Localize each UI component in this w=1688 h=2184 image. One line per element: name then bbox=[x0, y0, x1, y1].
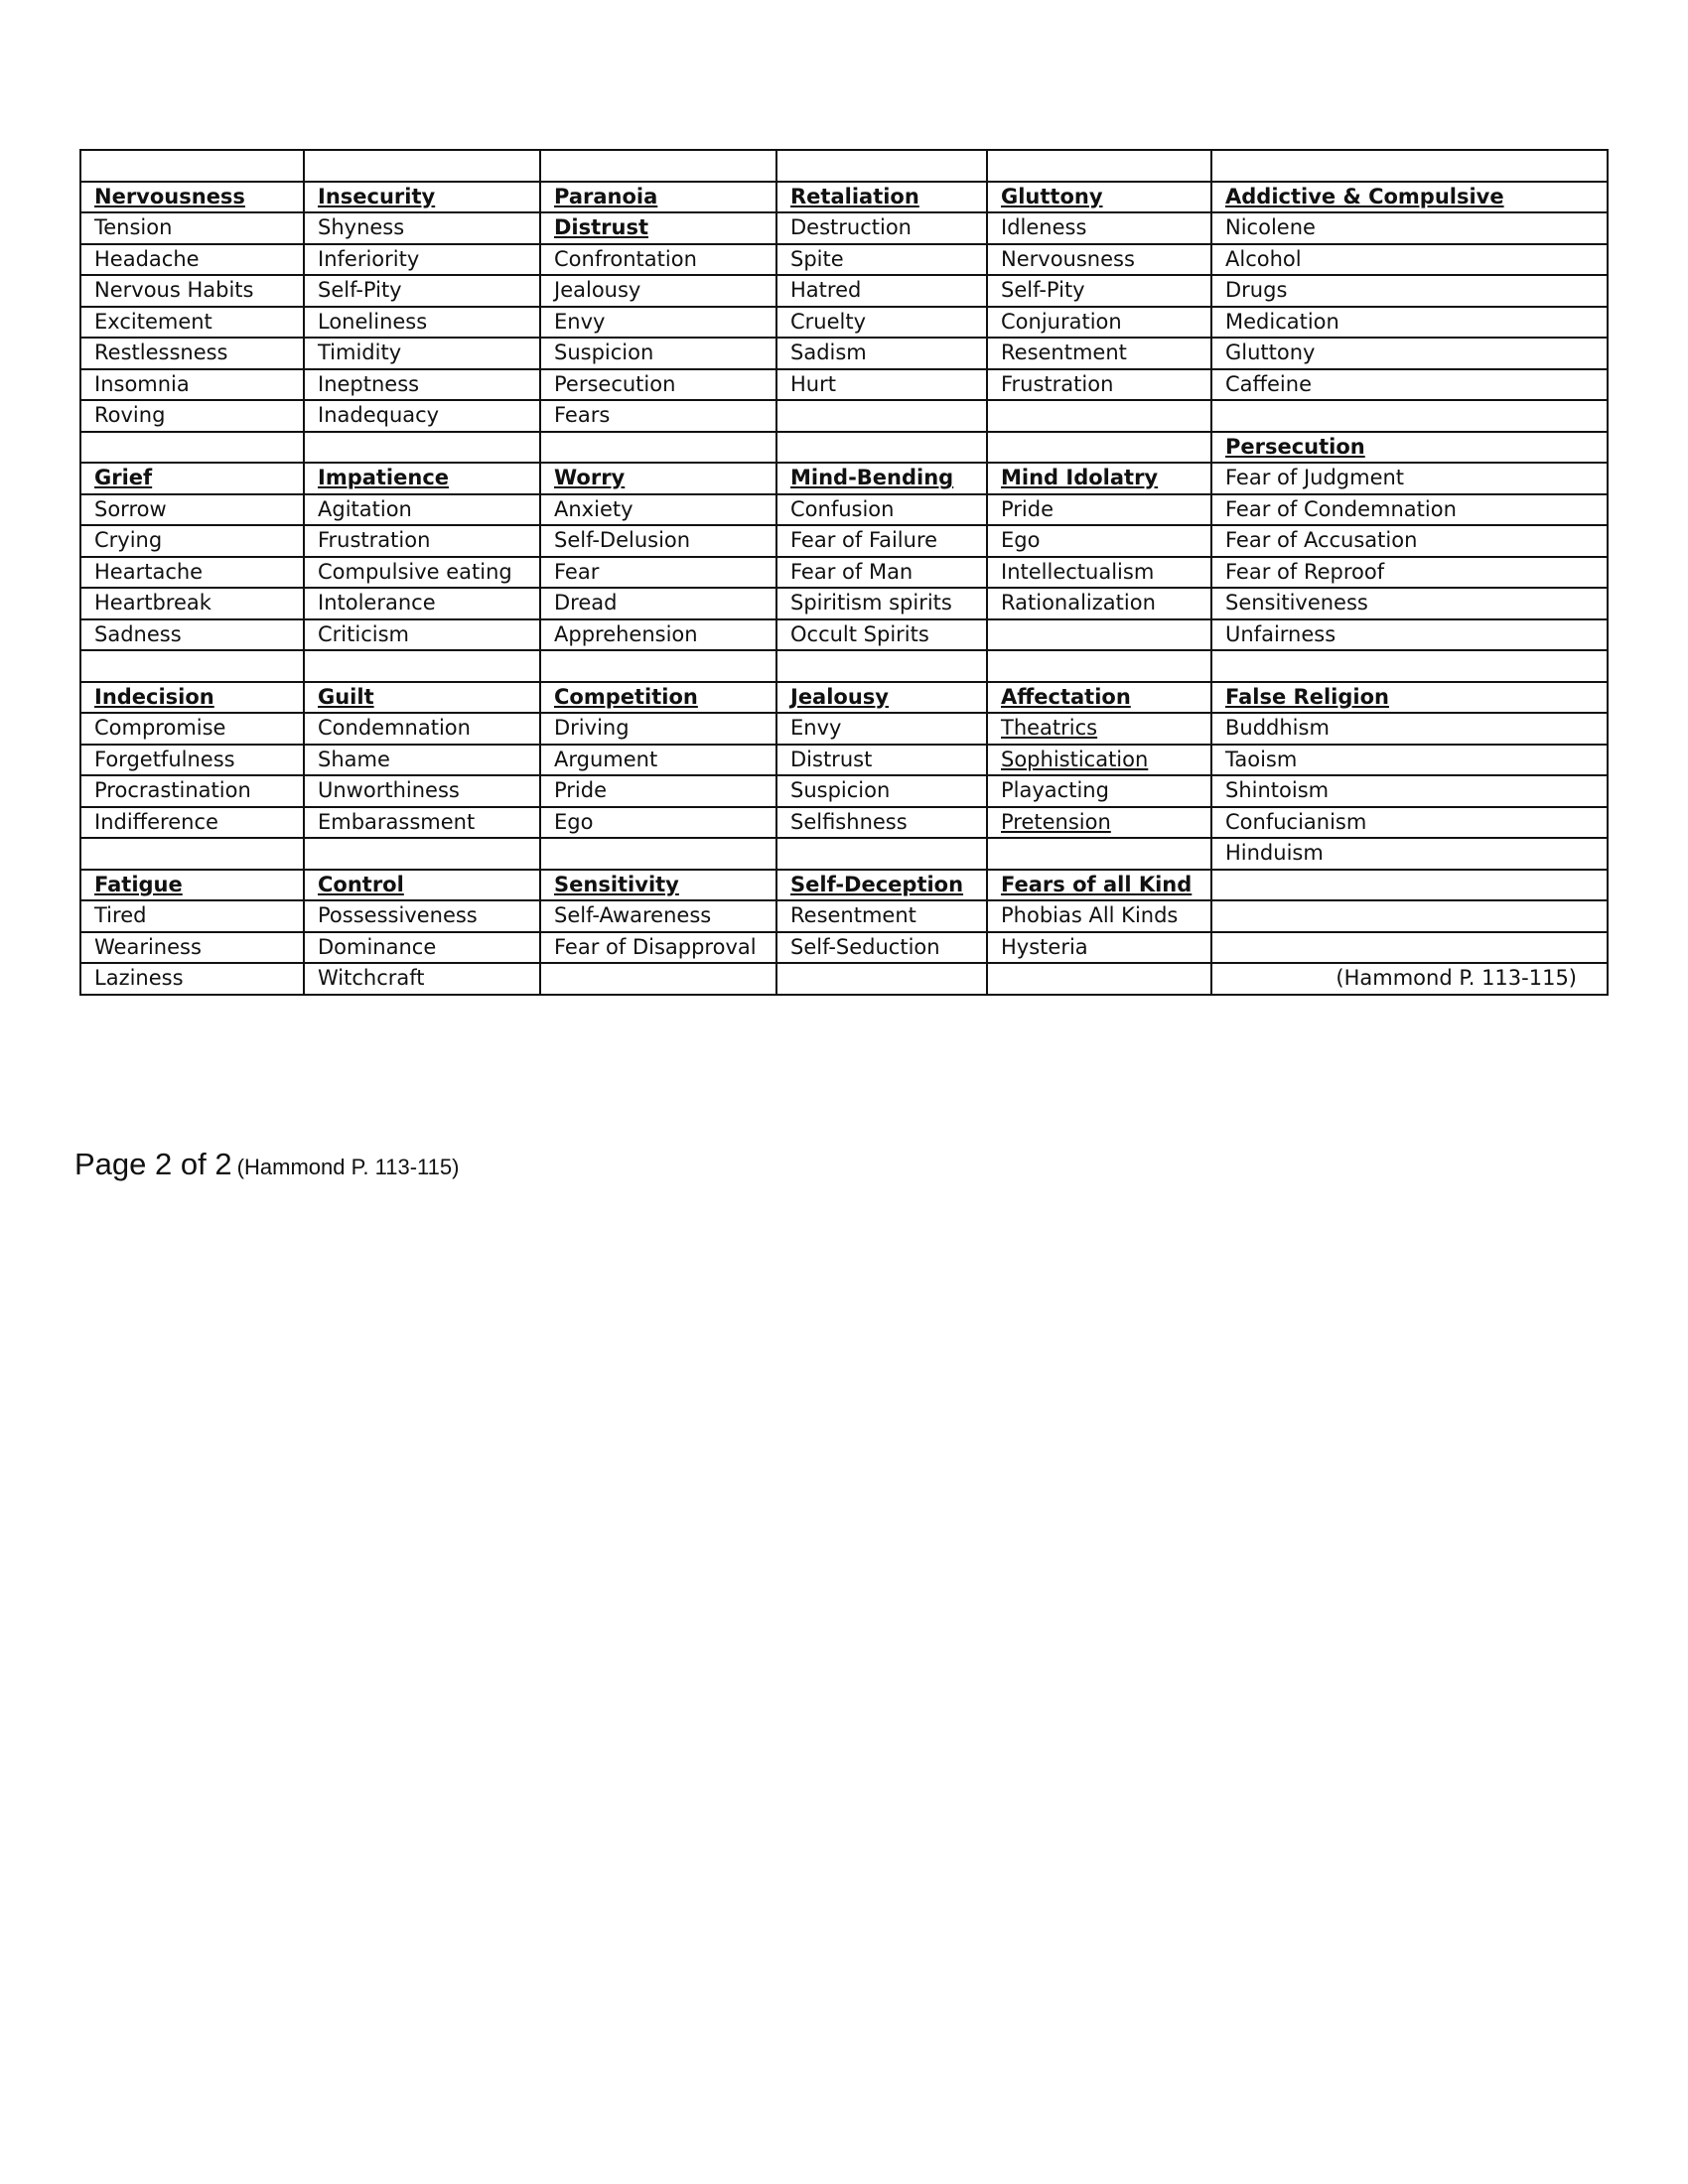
table-cell: Occult Spirits bbox=[776, 619, 987, 651]
table-cell: Ineptness bbox=[304, 369, 540, 401]
table-cell bbox=[80, 432, 304, 464]
table-cell: Hinduism bbox=[1211, 838, 1608, 870]
table-cell: Fear of Man bbox=[776, 557, 987, 589]
table-cell: Resentment bbox=[987, 338, 1211, 369]
table-cell: Cruelty bbox=[776, 307, 987, 339]
page-number: Page 2 of 2 bbox=[74, 1147, 232, 1181]
category-heading-cell: False Religion bbox=[1211, 682, 1608, 714]
footer-citation: (Hammond P. 113-115) bbox=[236, 1155, 460, 1179]
table-cell: Shyness bbox=[304, 212, 540, 244]
table-cell: Self-Pity bbox=[304, 275, 540, 307]
table-cell: Hysteria bbox=[987, 932, 1211, 964]
table-cell: Nicolene bbox=[1211, 212, 1608, 244]
table-cell bbox=[776, 838, 987, 870]
table-row bbox=[80, 807, 1608, 839]
table-cell bbox=[304, 650, 540, 682]
table-cell bbox=[1211, 870, 1608, 901]
table-cell: Roving bbox=[80, 400, 304, 432]
table-cell: Frustration bbox=[304, 525, 540, 557]
table-row bbox=[80, 745, 1608, 776]
table-row bbox=[80, 369, 1608, 401]
table-cell: Ego bbox=[987, 525, 1211, 557]
category-heading-cell: Control bbox=[304, 870, 540, 901]
table-cell: Insomnia bbox=[80, 369, 304, 401]
table-cell: Compulsive eating bbox=[304, 557, 540, 589]
table-cell bbox=[987, 400, 1211, 432]
table-cell: Criticism bbox=[304, 619, 540, 651]
table-cell: Inadequacy bbox=[304, 400, 540, 432]
table-cell: Pride bbox=[540, 775, 776, 807]
table-row bbox=[80, 400, 1608, 432]
category-heading-cell: Insecurity bbox=[304, 182, 540, 213]
table-cell bbox=[1211, 150, 1608, 182]
table-cell: Headache bbox=[80, 244, 304, 276]
table-cell: Envy bbox=[540, 307, 776, 339]
table-cell: Fear of Condemnation bbox=[1211, 494, 1608, 526]
category-heading-cell: Fatigue bbox=[80, 870, 304, 901]
table-row bbox=[80, 557, 1608, 589]
table-cell: Theatrics bbox=[987, 713, 1211, 745]
table-cell: Alcohol bbox=[1211, 244, 1608, 276]
table-cell: Self-Delusion bbox=[540, 525, 776, 557]
table-cell: Gluttony bbox=[1211, 338, 1608, 369]
table-cell: Fears bbox=[540, 400, 776, 432]
table-cell bbox=[776, 150, 987, 182]
table-cell bbox=[80, 650, 304, 682]
category-heading-cell: Sensitivity bbox=[540, 870, 776, 901]
table-row bbox=[80, 275, 1608, 307]
table-cell bbox=[987, 432, 1211, 464]
table-cell: Medication bbox=[1211, 307, 1608, 339]
table-cell bbox=[987, 650, 1211, 682]
table-cell: Self-Pity bbox=[987, 275, 1211, 307]
table-cell: Confucianism bbox=[1211, 807, 1608, 839]
table-row bbox=[80, 932, 1608, 964]
table-cell: Confrontation bbox=[540, 244, 776, 276]
table-row bbox=[80, 150, 1608, 182]
table-cell: Envy bbox=[776, 713, 987, 745]
table-cell: Argument bbox=[540, 745, 776, 776]
table-row bbox=[80, 619, 1608, 651]
table-cell bbox=[1211, 932, 1608, 964]
table-row bbox=[80, 244, 1608, 276]
table-row bbox=[80, 650, 1608, 682]
table-row bbox=[80, 963, 1608, 995]
table-cell: Dominance bbox=[304, 932, 540, 964]
table-cell: Heartache bbox=[80, 557, 304, 589]
category-heading-cell: Competition bbox=[540, 682, 776, 714]
table-row bbox=[80, 682, 1608, 714]
table-cell: Shame bbox=[304, 745, 540, 776]
table-cell: Shintoism bbox=[1211, 775, 1608, 807]
category-heading-cell: Fears of all Kind bbox=[987, 870, 1211, 901]
table-row bbox=[80, 463, 1608, 494]
table-row bbox=[80, 338, 1608, 369]
category-heading-cell: Grief bbox=[80, 463, 304, 494]
table-cell: Tension bbox=[80, 212, 304, 244]
table-cell: Apprehension bbox=[540, 619, 776, 651]
category-heading-cell: Affectation bbox=[987, 682, 1211, 714]
table-row bbox=[80, 212, 1608, 244]
category-heading-cell: Impatience bbox=[304, 463, 540, 494]
table-cell: Inferiority bbox=[304, 244, 540, 276]
page-footer bbox=[74, 1147, 459, 1182]
table-cell: Heartbreak bbox=[80, 588, 304, 619]
table-cell: Intolerance bbox=[304, 588, 540, 619]
table-cell bbox=[540, 963, 776, 995]
table-cell: Fear of Reproof bbox=[1211, 557, 1608, 589]
table-row bbox=[80, 307, 1608, 339]
table-cell: Fear of Judgment bbox=[1211, 463, 1608, 494]
table-cell: Fear bbox=[540, 557, 776, 589]
table-cell: Procrastination bbox=[80, 775, 304, 807]
table-cell: Fear of Disapproval bbox=[540, 932, 776, 964]
table-cell: Spiritism spirits bbox=[776, 588, 987, 619]
table-cell bbox=[540, 650, 776, 682]
table-cell: Ego bbox=[540, 807, 776, 839]
table-row bbox=[80, 713, 1608, 745]
table-cell: Buddhism bbox=[1211, 713, 1608, 745]
table-cell: Taoism bbox=[1211, 745, 1608, 776]
table-cell bbox=[987, 150, 1211, 182]
category-heading-cell: Jealousy bbox=[776, 682, 987, 714]
table-cell bbox=[1211, 650, 1608, 682]
table-cell: Embarassment bbox=[304, 807, 540, 839]
table-cell: Tired bbox=[80, 900, 304, 932]
table-row bbox=[80, 432, 1608, 464]
table-cell: Pretension bbox=[987, 807, 1211, 839]
category-heading-cell: Distrust bbox=[540, 212, 776, 244]
category-heading-cell: Gluttony bbox=[987, 182, 1211, 213]
table-row bbox=[80, 775, 1608, 807]
table-cell bbox=[80, 838, 304, 870]
table-cell: Excitement bbox=[80, 307, 304, 339]
citation-cell: (Hammond P. 113-115) bbox=[1211, 963, 1608, 995]
table-cell bbox=[80, 150, 304, 182]
category-heading-cell: Paranoia bbox=[540, 182, 776, 213]
table-cell bbox=[304, 432, 540, 464]
table-cell: Laziness bbox=[80, 963, 304, 995]
table-body bbox=[80, 150, 1608, 995]
category-heading-cell: Mind Idolatry bbox=[987, 463, 1211, 494]
table-cell: Unfairness bbox=[1211, 619, 1608, 651]
table-cell: Nervousness bbox=[987, 244, 1211, 276]
category-heading-cell: Nervousness bbox=[80, 182, 304, 213]
category-heading-cell: Persecution bbox=[1211, 432, 1608, 464]
table-cell: Fear of Failure bbox=[776, 525, 987, 557]
table-cell bbox=[776, 400, 987, 432]
table-cell: Conjuration bbox=[987, 307, 1211, 339]
table-cell: Dread bbox=[540, 588, 776, 619]
table-cell: Frustration bbox=[987, 369, 1211, 401]
table-cell: Self-Seduction bbox=[776, 932, 987, 964]
table-cell: Sophistication bbox=[987, 745, 1211, 776]
table-cell: Nervous Habits bbox=[80, 275, 304, 307]
table-cell: Timidity bbox=[304, 338, 540, 369]
category-heading-cell: Mind-Bending bbox=[776, 463, 987, 494]
table-row bbox=[80, 900, 1608, 932]
table-cell: Phobias All Kinds bbox=[987, 900, 1211, 932]
table-cell: Caffeine bbox=[1211, 369, 1608, 401]
table-cell: Pride bbox=[987, 494, 1211, 526]
spirits-list-table-container bbox=[79, 149, 1607, 996]
category-heading-cell: Self-Deception bbox=[776, 870, 987, 901]
table-cell: Anxiety bbox=[540, 494, 776, 526]
table-cell: Distrust bbox=[776, 745, 987, 776]
table-row bbox=[80, 494, 1608, 526]
table-cell: Playacting bbox=[987, 775, 1211, 807]
table-cell: Sorrow bbox=[80, 494, 304, 526]
table-cell: Resentment bbox=[776, 900, 987, 932]
category-heading-cell: Indecision bbox=[80, 682, 304, 714]
table-cell bbox=[987, 619, 1211, 651]
table-cell: Sensitiveness bbox=[1211, 588, 1608, 619]
spirits-list-table bbox=[79, 149, 1609, 996]
table-cell: Agitation bbox=[304, 494, 540, 526]
table-cell: Jealousy bbox=[540, 275, 776, 307]
table-cell: Suspicion bbox=[776, 775, 987, 807]
category-heading-cell: Guilt bbox=[304, 682, 540, 714]
table-cell: Witchcraft bbox=[304, 963, 540, 995]
table-cell: Crying bbox=[80, 525, 304, 557]
table-cell bbox=[540, 150, 776, 182]
table-cell: Hatred bbox=[776, 275, 987, 307]
table-cell: Suspicion bbox=[540, 338, 776, 369]
table-cell: Sadness bbox=[80, 619, 304, 651]
table-cell: Weariness bbox=[80, 932, 304, 964]
table-cell: Drugs bbox=[1211, 275, 1608, 307]
table-row bbox=[80, 870, 1608, 901]
table-row bbox=[80, 182, 1608, 213]
table-cell: Driving bbox=[540, 713, 776, 745]
table-cell bbox=[776, 432, 987, 464]
table-cell bbox=[987, 963, 1211, 995]
table-cell bbox=[1211, 400, 1608, 432]
table-cell bbox=[1211, 900, 1608, 932]
table-cell: Forgetfulness bbox=[80, 745, 304, 776]
table-cell: Restlessness bbox=[80, 338, 304, 369]
table-cell bbox=[540, 432, 776, 464]
table-cell: Condemnation bbox=[304, 713, 540, 745]
table-cell: Confusion bbox=[776, 494, 987, 526]
table-cell: Destruction bbox=[776, 212, 987, 244]
table-cell bbox=[304, 150, 540, 182]
table-cell: Indifference bbox=[80, 807, 304, 839]
table-cell: Hurt bbox=[776, 369, 987, 401]
table-cell: Selfishness bbox=[776, 807, 987, 839]
category-heading-cell: Retaliation bbox=[776, 182, 987, 213]
table-cell: Compromise bbox=[80, 713, 304, 745]
table-cell bbox=[304, 838, 540, 870]
table-cell: Rationalization bbox=[987, 588, 1211, 619]
table-row bbox=[80, 525, 1608, 557]
table-cell bbox=[776, 963, 987, 995]
category-heading-cell: Worry bbox=[540, 463, 776, 494]
table-row bbox=[80, 838, 1608, 870]
table-cell bbox=[987, 838, 1211, 870]
table-cell: Persecution bbox=[540, 369, 776, 401]
table-cell: Sadism bbox=[776, 338, 987, 369]
table-cell: Intellectualism bbox=[987, 557, 1211, 589]
table-cell: Unworthiness bbox=[304, 775, 540, 807]
table-cell: Fear of Accusation bbox=[1211, 525, 1608, 557]
table-cell: Self-Awareness bbox=[540, 900, 776, 932]
table-cell: Possessiveness bbox=[304, 900, 540, 932]
table-cell: Loneliness bbox=[304, 307, 540, 339]
table-cell: Spite bbox=[776, 244, 987, 276]
table-cell: Idleness bbox=[987, 212, 1211, 244]
category-heading-cell: Addictive & Compulsive bbox=[1211, 182, 1608, 213]
table-cell bbox=[540, 838, 776, 870]
table-row bbox=[80, 588, 1608, 619]
table-cell bbox=[776, 650, 987, 682]
